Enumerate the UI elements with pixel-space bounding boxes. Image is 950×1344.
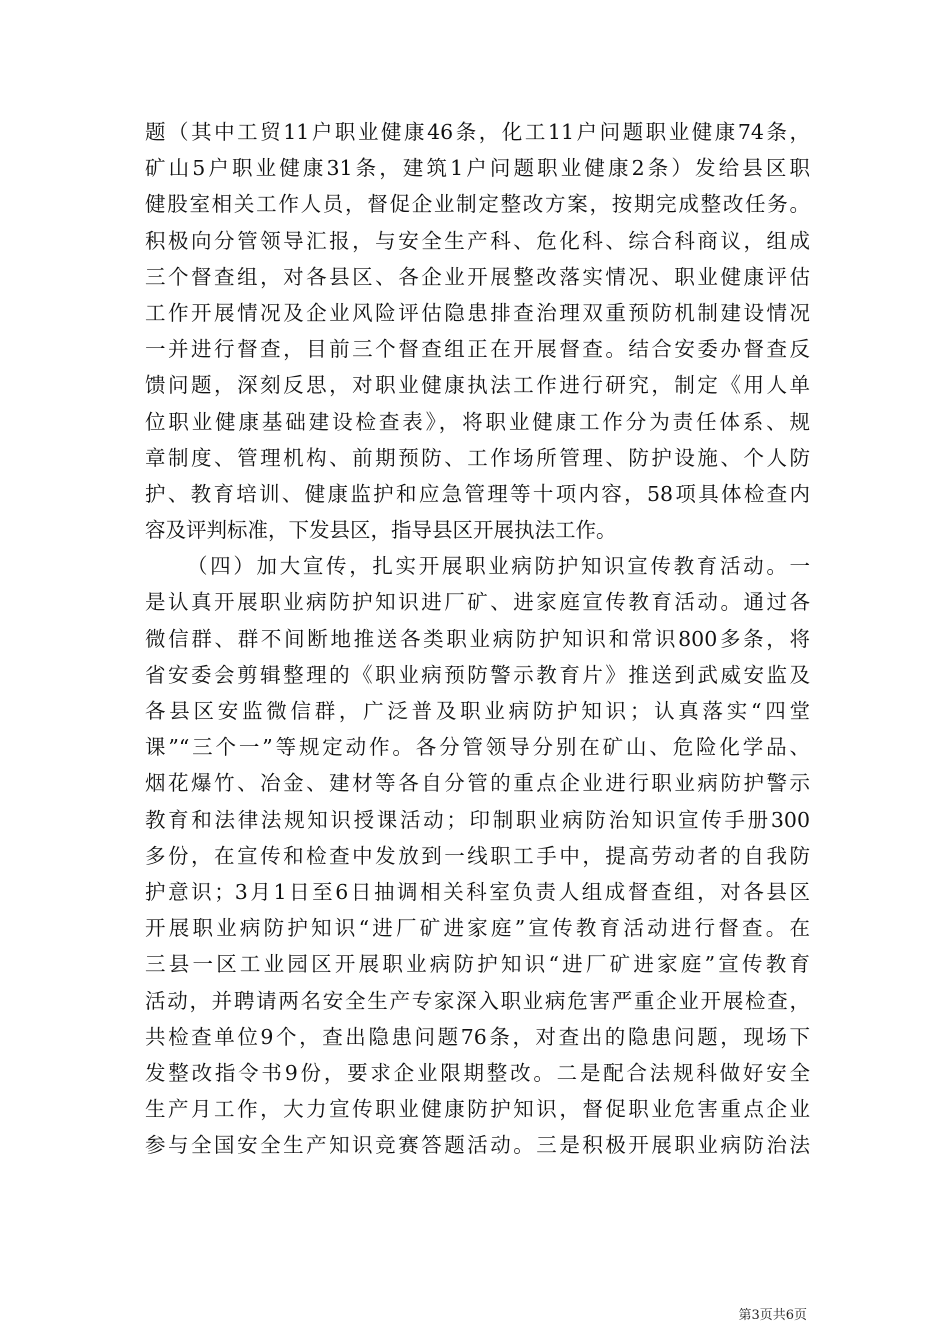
text-line: 教育和法律法规知识授课活动；印制职业病防治知识宣传手册300 [145, 807, 810, 832]
text-line: 是认真开展职业病防护知识进厂矿、进家庭宣传教育活动。通过各 [145, 590, 810, 615]
text-line: 多份，在宣传和检查中发放到一线职工手中，提高劳动者的自我防 [145, 843, 810, 868]
text-line: 积极向分管领导汇报，与安全生产科、危化科、综合科商议，组成 [145, 228, 810, 253]
text-line: 参与全国安全生产知识竞赛答题活动。三是积极开展职业病防治法 [145, 1133, 810, 1158]
text-line: 章制度、管理机构、前期预防、工作场所管理、防护设施、个人防 [145, 445, 810, 470]
text-line: 题（其中工贸11户职业健康46条，化工11户问题职业健康74条， [145, 120, 810, 144]
text-line: 活动，并聘请两名安全生产专家深入职业病危害严重企业开展检查， [145, 988, 810, 1013]
page-number: 第3页共6页 [738, 1308, 807, 1323]
text-line: 三县一区工业园区开展职业病防护知识“进厂矿进家庭”宣传教育 [145, 952, 810, 977]
text-line: 共检查单位9个，查出隐患问题76条，对查出的隐患问题，现场下 [145, 1024, 810, 1049]
section-heading-line: （四）加大宣传，扎实开展职业病防护知识宣传教育活动。一 [187, 554, 810, 579]
body-text [145, 114, 810, 1163]
text-line: 矿山5户职业健康31条，建筑1户问题职业健康2条）发给县区职 [145, 156, 810, 181]
text-line: 健股室相关工作人员，督促企业制定整改方案，按期完成整改任务。 [145, 192, 810, 217]
text-line: 容及评判标准，下发县区，指导县区开展执法工作。 [145, 518, 617, 543]
text-line: 馈问题，深刻反思，对职业健康执法工作进行研究，制定《用人单 [145, 373, 810, 398]
text-line: 微信群、群不间断地推送各类职业病防护知识和常识800多条，将 [145, 626, 810, 651]
text-line: 省安委会剪辑整理的《职业病预防警示教育片》推送到武威安监及 [145, 662, 810, 687]
text-line: 各县区安监微信群，广泛普及职业病防护知识；认真落实“四堂 [145, 699, 810, 723]
text-line: 位职业健康基础建设检查表》，将职业健康工作分为责任体系、规 [145, 409, 810, 434]
text-line: 护、教育培训、健康监护和应急管理等十项内容，58项具体检查内 [145, 481, 810, 506]
text-line: 生产月工作，大力宣传职业健康防护知识，督促职业危害重点企业 [145, 1097, 810, 1122]
text-line: 烟花爆竹、冶金、建材等各自分管的重点企业进行职业病防护警示 [145, 771, 810, 796]
text-line: 课”“三个一”等规定动作。各分管领导分别在矿山、危险化学品、 [145, 735, 810, 760]
text-line: 发整改指令书9份，要求企业限期整改。二是配合法规科做好安全 [145, 1060, 810, 1085]
text-line: 一并进行督查，目前三个督查组正在开展督查。结合安委办督查反 [145, 337, 810, 362]
text-line: 三个督查组，对各县区、各企业开展整改落实情况、职业健康评估 [145, 264, 810, 289]
text-line: 工作开展情况及企业风险评估隐患排查治理双重预防机制建设情况 [145, 300, 810, 325]
text-line: 护意识；3月1日至6日抽调相关科室负责人组成督查组，对各县区 [145, 879, 810, 904]
text-line: 开展职业病防护知识“进厂矿进家庭”宣传教育活动进行督查。在 [145, 916, 810, 941]
page-footer [0, 1306, 950, 1326]
